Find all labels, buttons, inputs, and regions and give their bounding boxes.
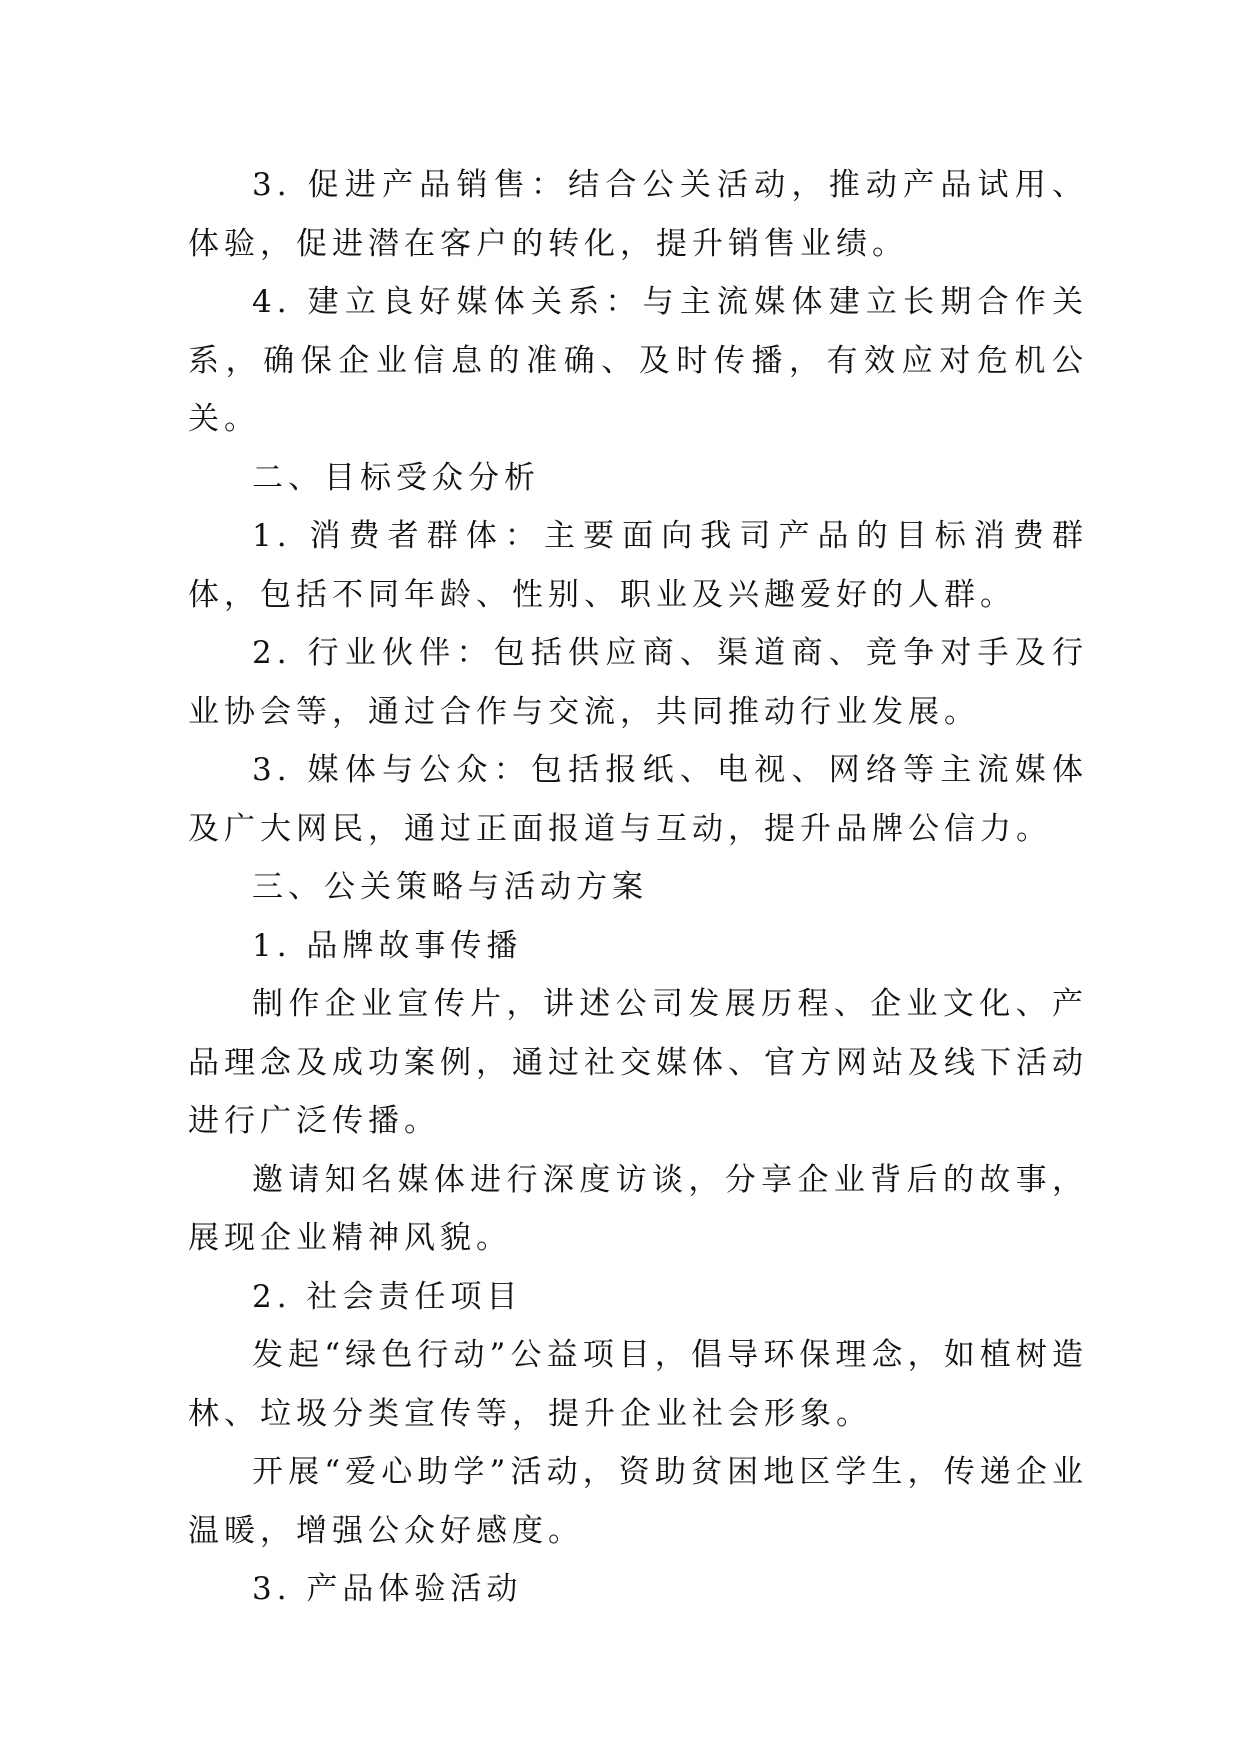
paragraph-education-aid: 开展“爱心助学”活动，资助贫困地区学生，传递企业温暖，增强公众好感度。	[188, 1454, 1088, 1549]
paragraph-media-interview: 邀请知名媒体进行深度访谈，分享企业背后的故事，展现企业精神风貌。	[188, 1161, 1088, 1256]
section-heading-audience: 二、目标受众分析	[252, 459, 540, 496]
paragraph-audience-consumers: 1. 消费者群体：主要面向我司产品的目标消费群体，包括不同年龄、性别、职业及兴趣爱好的人群。	[188, 518, 1088, 613]
paragraph-goal-4-media: 4. 建立良好媒体关系：与主流媒体建立长期合作关系，确保企业信息的准确、及时传播，有效应对危机公关。	[188, 284, 1088, 437]
subheading-product-experience: 3. 产品体验活动	[252, 1571, 523, 1607]
subheading-social-responsibility: 2. 社会责任项目	[252, 1278, 523, 1315]
paragraph-green-action: 发起“绿色行动”公益项目，倡导环保理念，如植树造林、垃圾分类宣传等，提升企业社会形象。	[188, 1337, 1088, 1432]
paragraph-goal-3-sales: 3. 促进产品销售：结合公关活动，推动产品试用、体验，促进潜在客户的转化，提升销售业绩。	[188, 167, 1088, 262]
subheading-brand-story: 1. 品牌故事传播	[252, 927, 523, 964]
paragraph-audience-media: 3. 媒体与公众：包括报纸、电视、网络等主流媒体及广大网民，通过正面报道与互动，提升品牌公信力。	[188, 752, 1088, 847]
section-heading-strategy: 三、公关策略与活动方案	[252, 869, 648, 905]
paragraph-brand-video: 制作企业宣传片，讲述公司发展历程、企业文化、产品理念及成功案例，通过社交媒体、官方网站及线下活动进行广泛传播。	[188, 986, 1088, 1139]
paragraph-audience-partners: 2. 行业伙伴：包括供应商、渠道商、竞争对手及行业协会等，通过合作与交流，共同推动行业发展。	[188, 635, 1088, 730]
document-body	[188, 156, 1088, 1619]
